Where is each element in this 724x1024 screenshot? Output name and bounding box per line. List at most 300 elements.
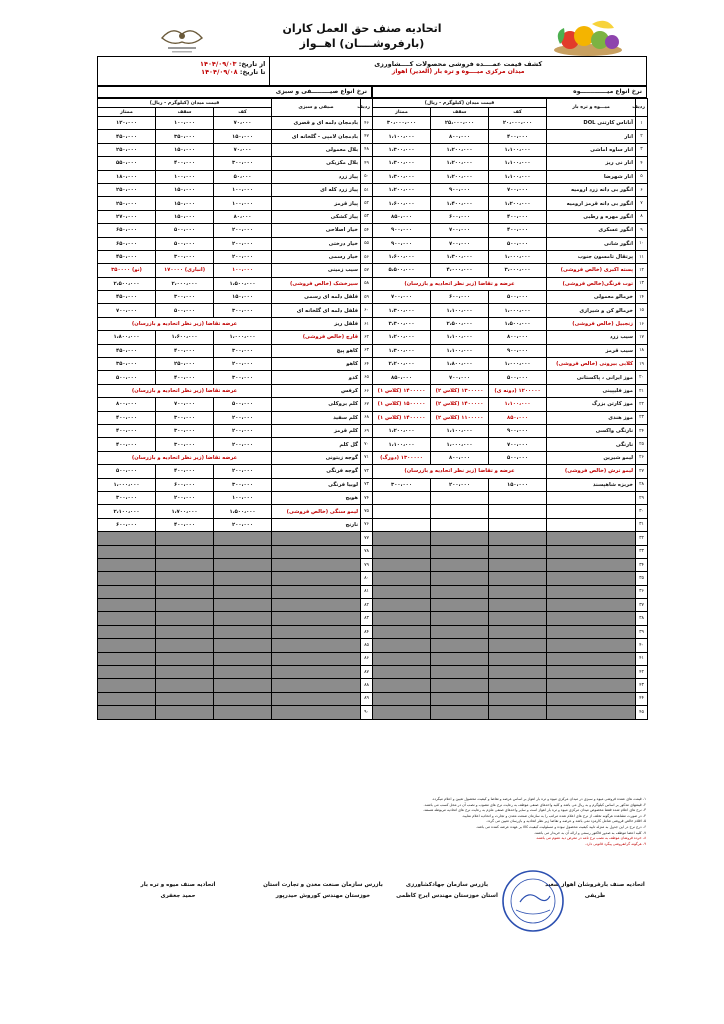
veg-price-min: ۲۰۰،۰۰۰ — [214, 438, 272, 451]
fruit-row — [373, 572, 648, 585]
fruit-item-name: لیمو ترش (خالص فروشی) — [547, 465, 636, 478]
veg-item-name: هویج — [272, 491, 361, 504]
sig1-title: اتحادیه صنف میوه و تره بار — [140, 882, 216, 888]
veg-price-best: ۲،۵۰۰،۰۰۰ — [98, 277, 156, 290]
veg-price-best: ۲۵۰،۰۰۰ — [98, 197, 156, 210]
veg-row-number: ۵۹ — [361, 291, 373, 304]
veg-price-max: ۵۰۰،۰۰۰ — [156, 224, 214, 237]
veg-empty-name — [272, 612, 361, 625]
fruit-row-number: ۲۳ — [636, 411, 648, 424]
fruit-row-number: ۸ — [636, 210, 648, 223]
fruit-empty-price — [373, 572, 431, 585]
fruit-price-best: ۵،۵۰۰،۰۰۰ — [373, 264, 431, 277]
fruit-price-best: ۱۳۰۰۰۰۰ (دورگ) — [373, 451, 431, 464]
veg-section-title: نرخ انواع صیـــــــــفی و سبزی — [97, 86, 372, 98]
from-date: ۱۴۰۴/۰۹/۰۳ — [200, 60, 237, 68]
fruit-row — [373, 465, 648, 478]
veg-price-max: ۴۰۰،۰۰۰ — [156, 371, 214, 384]
fruit-price-max: ۱،۸۰۰،۰۰۰ — [431, 358, 489, 371]
veg-price-max: ۳۰۰،۰۰۰ — [156, 291, 214, 304]
fruit-empty-price — [431, 491, 489, 504]
fruit-item-name: کلابی بیرونی (خالص فروشی) — [547, 358, 636, 371]
veg-row-number: ۵۴ — [361, 224, 373, 237]
fruit-price-best: ۱،۳۰۰،۰۰۰ — [373, 304, 431, 317]
fruit-price-min: ۸۰۰،۰۰۰ — [489, 331, 547, 344]
fruit-row-number: ۲۸ — [636, 478, 648, 491]
fruit-price-max: ۱،۳۰۰،۰۰۰ — [431, 250, 489, 263]
footnote-red-line: ۹- هرگونه گرانفروشی پیگرد قانونی دارد. — [585, 841, 646, 846]
fruit-empty-price — [489, 491, 547, 504]
veg-empty-price — [98, 666, 156, 679]
veg-row-number: ۵۸ — [361, 277, 373, 290]
fruit-row-number: ۱۴ — [636, 291, 648, 304]
fruit-row — [373, 639, 648, 652]
veg-price-table — [97, 98, 373, 720]
fruit-price-min: ۱،۱۰۰،۰۰۰ — [489, 170, 547, 183]
veg-price-best: ۴۵۰،۰۰۰ — [98, 291, 156, 304]
fruit-empty-name — [547, 652, 636, 665]
veg-empty-price — [214, 706, 272, 719]
fruit-row-number: ۵ — [636, 170, 648, 183]
veg-empty-name — [272, 652, 361, 665]
fruit-row — [373, 706, 648, 719]
sig3-title: بازرس سازمان جهادکشاورزی — [405, 882, 489, 888]
veg-price-best: ۱۸۰،۰۰۰ — [98, 170, 156, 183]
fruit-row-number: ۲۵ — [636, 438, 648, 451]
veg-row — [98, 170, 373, 183]
veg-empty-name — [272, 599, 361, 612]
fruit-price-best: ۸۵۰،۰۰۰ — [373, 210, 431, 223]
fruit-price-best: ۳۰،۰۰۰،۰۰۰ — [373, 117, 431, 130]
veg-price-max: ۳۵۰،۰۰۰ — [156, 130, 214, 143]
veg-row-number: ۸۱ — [361, 585, 373, 598]
veg-price-max: ۵۰۰،۰۰۰ — [156, 304, 214, 317]
fruit-price-max: ۱۳۰۰۰۰۰ (کلاس ۲) — [431, 384, 489, 397]
veg-empty-price — [156, 692, 214, 705]
fruit-price-min: ۷۰۰،۰۰۰ — [489, 438, 547, 451]
veg-price-max: ۴۰۰،۰۰۰ — [156, 518, 214, 531]
sig3-name: استان خوزستان مهندس ایرج کاظمی — [396, 893, 498, 899]
veg-price-max: ۱۵۰،۰۰۰ — [156, 143, 214, 156]
fruit-item-name: موز کارتن بزرگ — [547, 398, 636, 411]
veg-item-name: سیب زمینی — [272, 264, 361, 277]
veg-price-min: ۲۰۰،۰۰۰ — [214, 250, 272, 263]
fruit-price-best: ۱۴۰۰۰۰۰ (کلاس ۱) — [373, 384, 431, 397]
fruit-merged-price-note: عرضه و تقاضا (زیر نظر اتحادیه و بازرسان) — [373, 277, 547, 290]
veg-empty-name — [272, 585, 361, 598]
fruit-empty-price — [373, 558, 431, 571]
veg-empty-name — [272, 532, 361, 545]
veg-empty-price — [214, 572, 272, 585]
fruit-price-best: ۹۰۰،۰۰۰ — [373, 237, 431, 250]
fruit-item-name: موز فلیپینی — [547, 384, 636, 397]
fruit-empty-price — [373, 666, 431, 679]
fruit-price-best: ۱،۳۰۰،۰۰۰ — [373, 170, 431, 183]
fruit-item-name: نارنگی — [547, 438, 636, 451]
veg-item-name: پیاز زرد کله ای — [272, 183, 361, 196]
fruit-price-max: ۱،۱۰۰،۰۰۰ — [431, 304, 489, 317]
veg-price-max: ۱۰۰،۰۰۰ — [156, 117, 214, 130]
veg-item-name: فلفل دلمه ای رسمی — [272, 291, 361, 304]
veg-empty-price — [156, 585, 214, 598]
fruit-row-number: ۳۶ — [636, 585, 648, 598]
fruit-col-row: ردیف — [636, 99, 648, 117]
fruit-row-number: ۲۹ — [636, 491, 648, 504]
veg-empty-name — [272, 625, 361, 638]
veg-price-min: ۷۰،۰۰۰ — [214, 143, 272, 156]
fruit-price-min: ۴۰۰،۰۰۰ — [489, 210, 547, 223]
fruit-row-number: ۳۹ — [636, 625, 648, 638]
veg-empty-price — [214, 679, 272, 692]
fruit-empty-name — [547, 706, 636, 719]
veg-row-number: ۵۵ — [361, 237, 373, 250]
veg-row — [98, 371, 373, 384]
fruit-price-min: ۵۰۰،۰۰۰ — [489, 291, 547, 304]
fruit-row-number: ۹ — [636, 224, 648, 237]
veg-empty-price — [214, 558, 272, 571]
footnote-red-line: ۸- خرده فروشان موظف به نصب نرخ نامه در معرض دید عموم می باشند. — [535, 836, 646, 841]
veg-item-name: کدو — [272, 371, 361, 384]
veg-price-max: ۳۰۰،۰۰۰ — [156, 424, 214, 437]
fruit-empty-price — [431, 639, 489, 652]
fruit-price-best: ۱،۱۰۰،۰۰۰ — [373, 130, 431, 143]
sig4-title: اتحادیه صنف بارفروشان اهواز سعید ظریفی — [545, 882, 645, 899]
veg-col-name: صیفی و سبزی — [272, 99, 361, 117]
fruit-price-max: ۱،۲۰۰،۰۰۰ — [431, 170, 489, 183]
veg-row-number: ۷۲ — [361, 465, 373, 478]
veg-col-min: کف — [214, 108, 272, 117]
fruit-row — [373, 143, 648, 156]
veg-row — [98, 438, 373, 451]
veg-row-number: ۶۱ — [361, 317, 373, 330]
veg-price-min: ۳۰۰،۰۰۰ — [214, 304, 272, 317]
fruit-empty-price — [373, 545, 431, 558]
fruit-row-number: ۴۱ — [636, 652, 648, 665]
veg-price-max: ۵۰۰،۰۰۰ — [156, 237, 214, 250]
veg-empty-price — [214, 625, 272, 638]
veg-item-name: کاهو — [272, 358, 361, 371]
fruit-price-min: ۱،۱۰۰،۰۰۰ — [489, 398, 547, 411]
fruit-price-max: ۱،۲۰۰،۰۰۰ — [431, 143, 489, 156]
veg-row — [98, 558, 373, 571]
fruit-price-max: ۸۰۰،۰۰۰ — [431, 451, 489, 464]
veg-item-name: گوجه زیتونی — [272, 451, 361, 464]
fruit-item-name: انار — [547, 130, 636, 143]
veg-row — [98, 358, 373, 371]
veg-row — [98, 666, 373, 679]
veg-row — [98, 250, 373, 263]
veg-merged-price-note: عرضه تقاضا (زیر نظر اتحادیه و بازرسان) — [98, 317, 272, 330]
signature-agriculture-inspector — [392, 880, 502, 902]
veg-price-best: ۴۵۰،۰۰۰ — [98, 250, 156, 263]
fruit-row — [373, 505, 648, 518]
veg-row-number: ۷۱ — [361, 451, 373, 464]
veg-row — [98, 317, 373, 330]
veg-empty-price — [214, 666, 272, 679]
veg-price-best: ۴۵۰،۰۰۰ — [98, 130, 156, 143]
report-title-cell — [269, 57, 646, 85]
veg-empty-price — [214, 545, 272, 558]
fruit-price-max: ۷۰۰،۰۰۰ — [431, 371, 489, 384]
fruit-price-min: ۱،۱۰۰،۰۰۰ — [489, 143, 547, 156]
fruit-item-name: انگور بی دانه زرد اروميه — [547, 183, 636, 196]
fruit-price-min: ۳،۰۰۰،۰۰۰ — [489, 264, 547, 277]
fruit-empty-price — [489, 706, 547, 719]
fruit-price-best: ۱،۳۰۰،۰۰۰ — [373, 344, 431, 357]
veg-empty-price — [98, 679, 156, 692]
veg-price-min: ۲۰۰،۰۰۰ — [214, 224, 272, 237]
veg-row-number: ۷۷ — [361, 532, 373, 545]
veg-empty-price — [98, 558, 156, 571]
fruit-empty-name — [547, 532, 636, 545]
fruit-section-title: نرخ انواع میـــــــــــــوه — [372, 86, 647, 98]
fruit-empty-name — [547, 491, 636, 504]
fruit-col-best: ممتاز — [373, 108, 431, 117]
fruit-row-number: ۲۴ — [636, 424, 648, 437]
fruit-row-number: ۱۵ — [636, 304, 648, 317]
fruit-price-best: ۱،۶۰۰،۰۰۰ — [373, 197, 431, 210]
veg-row-number: ۴۸ — [361, 143, 373, 156]
veg-empty-price — [98, 652, 156, 665]
veg-empty-price — [156, 639, 214, 652]
fruit-item-name: موز ایرانی ، پاکستانی — [547, 371, 636, 384]
veg-row — [98, 304, 373, 317]
veg-row-number: ۷۵ — [361, 505, 373, 518]
veg-empty-price — [156, 599, 214, 612]
fruit-row — [373, 250, 648, 263]
veg-price-min: ۲۰۰،۰۰۰ — [214, 518, 272, 531]
veg-row — [98, 398, 373, 411]
veg-item-name: کرفس — [272, 384, 361, 397]
veg-empty-price — [98, 532, 156, 545]
veg-item-name: بلال مکزیکی — [272, 157, 361, 170]
fruit-empty-price — [431, 706, 489, 719]
veg-row — [98, 411, 373, 424]
fruit-row — [373, 317, 648, 330]
veg-price-min: ۱،۵۰۰،۰۰۰ — [214, 277, 272, 290]
veg-price-best: ۱۲۰،۰۰۰ — [98, 117, 156, 130]
to-date-line — [102, 68, 265, 76]
fruit-row — [373, 599, 648, 612]
fruit-row — [373, 117, 648, 130]
fruit-price-min: ۲۰،۰۰۰،۰۰۰ — [489, 117, 547, 130]
veg-item-name: خیار درختی — [272, 237, 361, 250]
fruit-row — [373, 692, 648, 705]
veg-price-best: ۶۰۰،۰۰۰ — [98, 518, 156, 531]
report-subtitle: میدان مرکزی میــــوه و تره بار (الغدیر) اهواز — [391, 68, 525, 75]
veg-price-best: ۳۰۰،۰۰۰ — [98, 491, 156, 504]
footnote-line: ۵- اقلام خالص فروشی شامل کارمزد نمی باشد و عرضه و تقاضا زیر نظر اتحادیه و بازرسان تعیین می گردد. — [485, 819, 646, 824]
veg-price-max: ۷۰۰،۰۰۰ — [156, 398, 214, 411]
fruit-price-max: ۷۰۰،۰۰۰ — [431, 224, 489, 237]
fruit-empty-name — [547, 518, 636, 531]
veg-row-number: ۶۴ — [361, 358, 373, 371]
veg-row-number: ۸۶ — [361, 652, 373, 665]
fruit-row-number: ۲۶ — [636, 451, 648, 464]
veg-price-best: ۴۵۰،۰۰۰ — [98, 344, 156, 357]
fruit-empty-price — [489, 505, 547, 518]
fruit-empty-price — [431, 692, 489, 705]
fruit-item-name: سیب قرمز — [547, 344, 636, 357]
fruit-price-best: ۱،۶۰۰،۰۰۰ — [373, 250, 431, 263]
veg-row-number: ۹۰ — [361, 706, 373, 719]
fruit-empty-name — [547, 505, 636, 518]
veg-row-number: ۷۰ — [361, 438, 373, 451]
veg-row — [98, 384, 373, 397]
veg-row — [98, 518, 373, 531]
veg-price-min: ۳۰۰،۰۰۰ — [214, 157, 272, 170]
veg-price-best: ۱،۸۰۰،۰۰۰ — [98, 331, 156, 344]
fruit-price-min: ۱،۵۰۰،۰۰۰ — [489, 317, 547, 330]
veg-empty-name — [272, 692, 361, 705]
fruit-empty-name — [547, 599, 636, 612]
veg-price-max: ۶۰۰،۰۰۰ — [156, 478, 214, 491]
fruit-price-max: ۱۱۰۰۰۰۰ (کلاس ۲) — [431, 411, 489, 424]
fruit-row — [373, 384, 648, 397]
fruit-price-min: ۹۰۰،۰۰۰ — [489, 424, 547, 437]
fruit-row — [373, 277, 648, 290]
veg-price-max: ۲۰۰،۰۰۰ — [156, 491, 214, 504]
veg-row-number: ۴۷ — [361, 130, 373, 143]
fruit-empty-price — [489, 666, 547, 679]
veg-row-number: ۶۶ — [361, 384, 373, 397]
fruit-price-max: ۹۰۰،۰۰۰ — [431, 183, 489, 196]
fruit-price-max: ۱،۴۰۰،۰۰۰ — [431, 197, 489, 210]
fruit-empty-price — [431, 599, 489, 612]
fruit-col-max: سقف — [431, 108, 489, 117]
veg-price-max: ۱۵۰،۰۰۰ — [156, 197, 214, 210]
veg-price-best: ۷۰۰،۰۰۰ — [98, 304, 156, 317]
veg-row-number: ۵۰ — [361, 170, 373, 183]
fruit-row — [373, 652, 648, 665]
veg-empty-price — [98, 572, 156, 585]
fruit-item-name: انار نی ریز — [547, 157, 636, 170]
footnote-line: ۱- قیمت های عمده فروشی میوه و سبزی در میدان مرکزی میوه و تره بار اهواز بر اساس عرضه و تقاضا و کیفیت محصول تعیین و اعلام میگردد. — [431, 797, 646, 801]
fruit-empty-price — [489, 692, 547, 705]
veg-row-number: ۸۵ — [361, 639, 373, 652]
veg-item-name: فلفل ریز — [272, 317, 361, 330]
fruit-empty-name — [547, 625, 636, 638]
veg-row-number: ۶۰ — [361, 304, 373, 317]
fruit-row — [373, 264, 648, 277]
fruit-item-name: خرمالو کن و شیرازی — [547, 304, 636, 317]
veg-row — [98, 264, 373, 277]
veg-price-max: (انباری) ۱۷۰۰۰۰ — [156, 264, 214, 277]
fruit-row — [373, 237, 648, 250]
veg-row — [98, 183, 373, 196]
veg-item-name: بادمجان دلمه ای و قصری — [272, 117, 361, 130]
fruit-empty-price — [373, 692, 431, 705]
veg-price-min: ۵۰،۰۰۰ — [214, 170, 272, 183]
veg-item-name: کلم بروکلی — [272, 398, 361, 411]
fruit-row — [373, 491, 648, 504]
fruit-row — [373, 679, 648, 692]
veg-row-number: ۶۲ — [361, 331, 373, 344]
to-date-label: تا تاریخ: — [239, 68, 266, 76]
fruit-row-number: ۴۰ — [636, 639, 648, 652]
veg-row — [98, 117, 373, 130]
fruit-row-number: ۲۷ — [636, 465, 648, 478]
veg-row — [98, 599, 373, 612]
veg-row — [98, 197, 373, 210]
meta-row — [97, 56, 647, 86]
fruit-price-max: ۴،۰۰۰،۰۰۰ — [431, 264, 489, 277]
fruit-empty-price — [489, 652, 547, 665]
fruit-row-number: ۲۱ — [636, 384, 648, 397]
fruit-empty-price — [373, 599, 431, 612]
veg-price-best: ۲۷۰،۰۰۰ — [98, 210, 156, 223]
veg-row-number: ۷۳ — [361, 478, 373, 491]
fruit-row — [373, 451, 648, 464]
fruit-row-number: ۳۸ — [636, 612, 648, 625]
fruit-price-max: ۶۰۰،۰۰۰ — [431, 210, 489, 223]
fruit-row-number: ۳۷ — [636, 599, 648, 612]
footnote-line: ۴- در صورت مشاهده هرگونه تخلف از نرخ های اعلام شده مراتب را به سازمان صنعت معدن و تجارت و اتحادیه اعلام نمایید. — [461, 813, 646, 818]
fruit-price-max: ۱،۰۰۰،۰۰۰ — [431, 438, 489, 451]
fruit-price-max: ۱،۱۰۰،۰۰۰ — [431, 344, 489, 357]
fruit-empty-price — [489, 532, 547, 545]
veg-item-name: سیرخشک (خالص فروشی) — [272, 277, 361, 290]
veg-row — [98, 424, 373, 437]
fruit-merged-price-note: عرضه و تقاضا (زیر نظر اتحادیه و بازرسان) — [373, 465, 547, 478]
fruit-row — [373, 532, 648, 545]
veg-empty-price — [98, 639, 156, 652]
fruit-row — [373, 210, 648, 223]
fruit-row — [373, 612, 648, 625]
fruit-price-best: ۱۵۰۰۰۰۰ (کلاس ۱) — [373, 398, 431, 411]
fruit-row-number: ۳ — [636, 143, 648, 156]
veg-row-number: ۵۲ — [361, 197, 373, 210]
fruit-empty-price — [431, 625, 489, 638]
veg-row-number: ۶۸ — [361, 411, 373, 424]
veg-row — [98, 210, 373, 223]
fruit-row — [373, 625, 648, 638]
fruit-price-min: ۱،۰۰۰،۰۰۰ — [489, 304, 547, 317]
veg-row — [98, 237, 373, 250]
fruit-empty-price — [431, 545, 489, 558]
veg-price-max: ۳۰۰،۰۰۰ — [156, 411, 214, 424]
veg-row — [98, 465, 373, 478]
fruit-empty-price — [489, 612, 547, 625]
veg-row — [98, 291, 373, 304]
veg-price-min: ۳۰۰،۰۰۰ — [214, 371, 272, 384]
veg-price-max: ۴۰۰،۰۰۰ — [156, 157, 214, 170]
fruit-empty-price — [373, 585, 431, 598]
fruit-empty-name — [547, 692, 636, 705]
veg-item-name: پیاز زرد — [272, 170, 361, 183]
veg-price-best: ۲،۱۰۰،۰۰۰ — [98, 505, 156, 518]
fruit-price-min: ۵۰۰،۰۰۰ — [489, 237, 547, 250]
fruit-row-number: ۲۲ — [636, 398, 648, 411]
veg-price-min: ۳۰۰،۰۰۰ — [214, 344, 272, 357]
veg-price-best: (نو) ۳۵۰۰۰۰ — [98, 264, 156, 277]
fruit-empty-price — [431, 532, 489, 545]
veg-price-min: ۲۰۰،۰۰۰ — [214, 411, 272, 424]
veg-price-max: ۱۵۰،۰۰۰ — [156, 183, 214, 196]
fruit-price-max: ۶۰۰،۰۰۰ — [431, 291, 489, 304]
veg-price-min: ۲۰۰،۰۰۰ — [214, 465, 272, 478]
fruit-item-name: خرمالو معمولی — [547, 291, 636, 304]
fruit-col-name: میـــوه و تره بار — [547, 99, 636, 117]
fruit-row-number: ۱۸ — [636, 344, 648, 357]
fruit-row — [373, 358, 648, 371]
veg-item-name: گل کلم — [272, 438, 361, 451]
fruit-price-best: ۱،۲۰۰،۰۰۰ — [373, 331, 431, 344]
fruit-empty-name — [547, 572, 636, 585]
fruit-price-min: ۱۵۰،۰۰۰ — [489, 478, 547, 491]
veg-empty-price — [214, 692, 272, 705]
from-date-label: از تاریخ: — [238, 60, 266, 68]
